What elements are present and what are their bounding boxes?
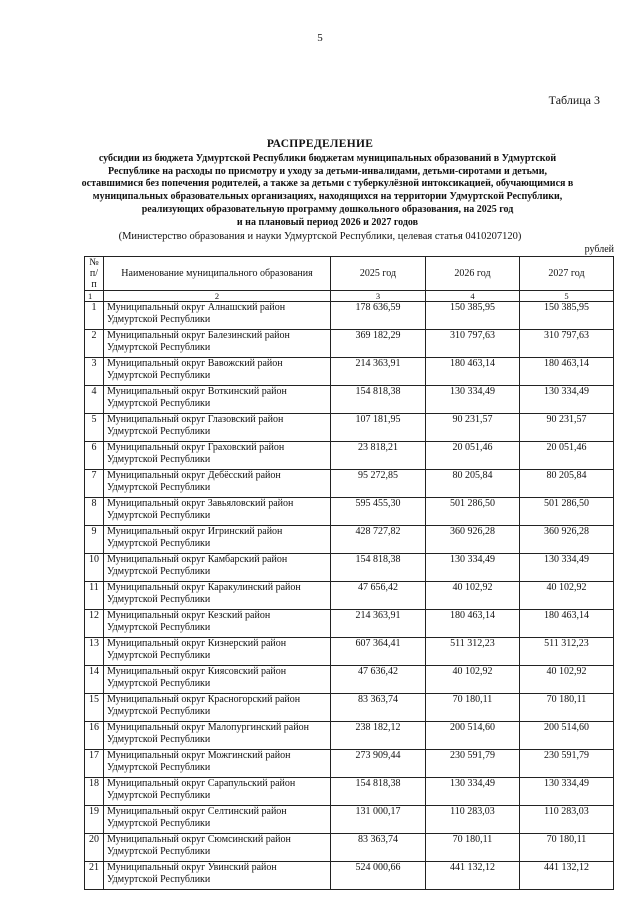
value-2025: 214 363,91 [331, 610, 426, 638]
column-index: 1 [85, 291, 104, 302]
header-2026: 2026 год [426, 257, 520, 291]
value-2026: 230 591,79 [426, 750, 520, 778]
municipality-name [104, 638, 331, 666]
value-2025: 595 455,30 [331, 498, 426, 526]
value-2026: 200 514,60 [426, 722, 520, 750]
municipality-name-line1: Муниципальный округ Игринский район [107, 526, 283, 537]
value-2027: 310 797,63 [520, 330, 614, 358]
municipality-name-line2: Удмуртской Республики [107, 762, 211, 773]
table-row [85, 442, 614, 470]
value-2026: 150 385,95 [426, 302, 520, 330]
table-row [85, 554, 614, 582]
table-row [85, 694, 614, 722]
row-number: 18 [85, 778, 104, 806]
value-2027: 360 926,28 [520, 526, 614, 554]
value-2026: 70 180,11 [426, 834, 520, 862]
value-2027: 230 591,79 [520, 750, 614, 778]
table-body [85, 302, 614, 890]
value-2026: 80 205,84 [426, 470, 520, 498]
value-2026: 180 463,14 [426, 610, 520, 638]
column-index: 4 [426, 291, 520, 302]
header-number: № п/п [85, 257, 104, 291]
municipality-name [104, 722, 331, 750]
column-index: 5 [520, 291, 614, 302]
municipality-name-line1: Муниципальный округ Завьяловский район [107, 498, 294, 509]
row-number: 10 [85, 554, 104, 582]
municipality-name [104, 526, 331, 554]
table-caption: Таблица 3 [548, 93, 600, 107]
row-number: 14 [85, 666, 104, 694]
municipality-name [104, 358, 331, 386]
subtitle-line: муниципальных образовательных организациях, находящихся на территории Удмуртской Республики, [92, 191, 563, 203]
municipality-name-line1: Муниципальный округ Граховский район [107, 442, 285, 453]
ministry-note: (Министерство образования и науки Удмуртской Республики, целевая статья 0410207120) [118, 231, 522, 242]
municipality-name-line2: Удмуртской Республики [107, 650, 211, 661]
value-2025: 238 182,12 [331, 722, 426, 750]
value-2027: 40 102,92 [520, 582, 614, 610]
units-label: рублей [584, 244, 614, 255]
table-row [85, 834, 614, 862]
value-2027: 40 102,92 [520, 666, 614, 694]
table-row [85, 666, 614, 694]
municipality-name-line1: Муниципальный округ Сарапульский район [107, 778, 296, 789]
table-row [85, 358, 614, 386]
value-2025: 83 363,74 [331, 694, 426, 722]
value-2026: 40 102,92 [426, 582, 520, 610]
document-title: РАСПРЕДЕЛЕНИЕ [266, 138, 374, 150]
municipality-name-line2: Удмуртской Республики [107, 398, 211, 409]
column-index-row [85, 291, 614, 302]
row-number: 5 [85, 414, 104, 442]
subtitle-line: оставшимися без попечения родителей, а также за детьми с туберкулёзной интоксикацией, обучающимися в [81, 178, 574, 190]
municipality-name-line2: Удмуртской Республики [107, 370, 211, 381]
table-row [85, 498, 614, 526]
municipality-name-line2: Удмуртской Республики [107, 566, 211, 577]
municipality-name-line2: Удмуртской Республики [107, 594, 211, 605]
row-number: 17 [85, 750, 104, 778]
value-2025: 524 000,66 [331, 862, 426, 890]
row-number: 19 [85, 806, 104, 834]
value-2026: 441 132,12 [426, 862, 520, 890]
municipality-name [104, 750, 331, 778]
table-row [85, 330, 614, 358]
row-number: 7 [85, 470, 104, 498]
municipality-name-line2: Удмуртской Республики [107, 874, 211, 885]
municipality-name-line1: Муниципальный округ Глазовский район [107, 414, 284, 425]
value-2025: 154 818,38 [331, 778, 426, 806]
value-2025: 607 364,41 [331, 638, 426, 666]
municipality-name-line1: Муниципальный округ Сюмсинский район [107, 834, 291, 845]
value-2027: 70 180,11 [520, 694, 614, 722]
value-2027: 441 132,12 [520, 862, 614, 890]
municipality-name-line1: Муниципальный округ Малопургинский район [107, 722, 309, 733]
municipality-name [104, 554, 331, 582]
municipality-name [104, 694, 331, 722]
row-number: 1 [85, 302, 104, 330]
municipality-name-line1: Муниципальный округ Вавожский район [107, 358, 283, 369]
municipality-name-line1: Муниципальный округ Кезский район [107, 610, 271, 621]
municipality-name-line2: Удмуртской Республики [107, 426, 211, 437]
municipality-name-line2: Удмуртской Республики [107, 482, 211, 493]
value-2027: 130 334,49 [520, 554, 614, 582]
value-2026: 501 286,50 [426, 498, 520, 526]
row-number: 9 [85, 526, 104, 554]
value-2027: 110 283,03 [520, 806, 614, 834]
value-2025: 154 818,38 [331, 554, 426, 582]
municipality-name [104, 834, 331, 862]
row-number: 20 [85, 834, 104, 862]
value-2027: 20 051,46 [520, 442, 614, 470]
value-2026: 360 926,28 [426, 526, 520, 554]
subtitle-line: Республике на расходы по присмотру и уходу за детьми-инвалидами, детьми-сиротами и детьми, [108, 165, 547, 177]
value-2025: 23 818,21 [331, 442, 426, 470]
municipality-name-line1: Муниципальный округ Алнашский район [107, 302, 286, 313]
value-2027: 180 463,14 [520, 358, 614, 386]
value-2027: 130 334,49 [520, 386, 614, 414]
value-2027: 130 334,49 [520, 778, 614, 806]
row-number: 11 [85, 582, 104, 610]
table-row [85, 302, 614, 330]
municipality-name-line2: Удмуртской Республики [107, 510, 211, 521]
municipality-name [104, 862, 331, 890]
municipality-name-line1: Муниципальный округ Воткинский район [107, 386, 287, 397]
municipality-name-line1: Муниципальный округ Камбарский район [107, 554, 288, 565]
municipality-name [104, 666, 331, 694]
municipality-name-line1: Муниципальный округ Дебёсский район [107, 470, 281, 481]
municipality-name [104, 414, 331, 442]
table-row [85, 750, 614, 778]
municipality-name [104, 806, 331, 834]
value-2025: 214 363,91 [331, 358, 426, 386]
value-2027: 180 463,14 [520, 610, 614, 638]
municipality-name-line2: Удмуртской Республики [107, 454, 211, 465]
row-number: 13 [85, 638, 104, 666]
document-subtitle [40, 153, 615, 229]
value-2026: 180 463,14 [426, 358, 520, 386]
table-row [85, 806, 614, 834]
row-number: 2 [85, 330, 104, 358]
municipality-name-line2: Удмуртской Республики [107, 706, 211, 717]
value-2025: 131 000,17 [331, 806, 426, 834]
municipality-name-line2: Удмуртской Республики [107, 314, 211, 325]
municipality-name-line2: Удмуртской Республики [107, 846, 211, 857]
value-2026: 110 283,03 [426, 806, 520, 834]
row-number: 16 [85, 722, 104, 750]
row-number: 21 [85, 862, 104, 890]
value-2027: 90 231,57 [520, 414, 614, 442]
value-2026: 310 797,63 [426, 330, 520, 358]
value-2026: 511 312,23 [426, 638, 520, 666]
value-2027: 80 205,84 [520, 470, 614, 498]
subtitle-line: субсидии из бюджета Удмуртской Республики бюджетам муниципальных образований в Удмуртской [98, 153, 557, 164]
municipality-name-line1: Муниципальный округ Селтинский район [107, 806, 287, 817]
municipality-name-line2: Удмуртской Республики [107, 790, 211, 801]
table-row [85, 778, 614, 806]
row-number: 12 [85, 610, 104, 638]
value-2027: 150 385,95 [520, 302, 614, 330]
header-2027: 2027 год [520, 257, 614, 291]
row-number: 4 [85, 386, 104, 414]
value-2025: 83 363,74 [331, 834, 426, 862]
municipality-name [104, 470, 331, 498]
value-2026: 70 180,11 [426, 694, 520, 722]
municipality-name [104, 386, 331, 414]
value-2025: 369 182,29 [331, 330, 426, 358]
subtitle-line: реализующих образовательную программу дошкольного образования, на 2025 год [141, 203, 514, 215]
value-2026: 130 334,49 [426, 554, 520, 582]
municipality-name-line2: Удмуртской Республики [107, 818, 211, 829]
municipality-name [104, 582, 331, 610]
value-2027: 501 286,50 [520, 498, 614, 526]
row-number: 15 [85, 694, 104, 722]
value-2027: 511 312,23 [520, 638, 614, 666]
municipality-name [104, 498, 331, 526]
header-name: Наименование муниципального образования [104, 257, 331, 291]
municipality-name-line1: Муниципальный округ Киясовский район [107, 666, 287, 677]
value-2025: 107 181,95 [331, 414, 426, 442]
value-2025: 154 818,38 [331, 386, 426, 414]
table-row [85, 582, 614, 610]
table-row [85, 638, 614, 666]
distribution-table [84, 256, 614, 890]
municipality-name-line2: Удмуртской Республики [107, 622, 211, 633]
table-row [85, 722, 614, 750]
value-2026: 130 334,49 [426, 778, 520, 806]
table-row [85, 386, 614, 414]
municipality-name-line1: Муниципальный округ Можгинский район [107, 750, 291, 761]
municipality-name-line2: Удмуртской Республики [107, 678, 211, 689]
municipality-name-line1: Муниципальный округ Каракулинский район [107, 582, 301, 593]
municipality-name [104, 330, 331, 358]
municipality-name-line1: Муниципальный округ Красногорский район [107, 694, 301, 705]
column-index: 3 [331, 291, 426, 302]
municipality-name-line1: Муниципальный округ Увинский район [107, 862, 277, 873]
row-number: 6 [85, 442, 104, 470]
row-number: 8 [85, 498, 104, 526]
header-2025: 2025 год [331, 257, 426, 291]
value-2025: 178 636,59 [331, 302, 426, 330]
table-row [85, 862, 614, 890]
municipality-name-line1: Муниципальный округ Балезинский район [107, 330, 290, 341]
value-2025: 47 656,42 [331, 582, 426, 610]
municipality-name [104, 610, 331, 638]
municipality-name-line2: Удмуртской Республики [107, 538, 211, 549]
municipality-name-line2: Удмуртской Республики [107, 734, 211, 745]
table-row [85, 414, 614, 442]
value-2025: 273 909,44 [331, 750, 426, 778]
value-2026: 20 051,46 [426, 442, 520, 470]
page-number: 5 [317, 32, 323, 44]
row-number: 3 [85, 358, 104, 386]
value-2026: 90 231,57 [426, 414, 520, 442]
table-row [85, 526, 614, 554]
value-2027: 70 180,11 [520, 834, 614, 862]
value-2025: 95 272,85 [331, 470, 426, 498]
subtitle-line: и на плановый период 2026 и 2027 годов [236, 216, 419, 228]
column-index: 2 [104, 291, 331, 302]
table-row [85, 610, 614, 638]
table-header-row [85, 257, 614, 291]
municipality-name-line2: Удмуртской Республики [107, 342, 211, 353]
municipality-name [104, 778, 331, 806]
value-2027: 200 514,60 [520, 722, 614, 750]
value-2025: 428 727,82 [331, 526, 426, 554]
municipality-name-line1: Муниципальный округ Кизнерский район [107, 638, 287, 649]
table-row [85, 470, 614, 498]
municipality-name [104, 302, 331, 330]
municipality-name [104, 442, 331, 470]
value-2026: 40 102,92 [426, 666, 520, 694]
value-2025: 47 636,42 [331, 666, 426, 694]
value-2026: 130 334,49 [426, 386, 520, 414]
